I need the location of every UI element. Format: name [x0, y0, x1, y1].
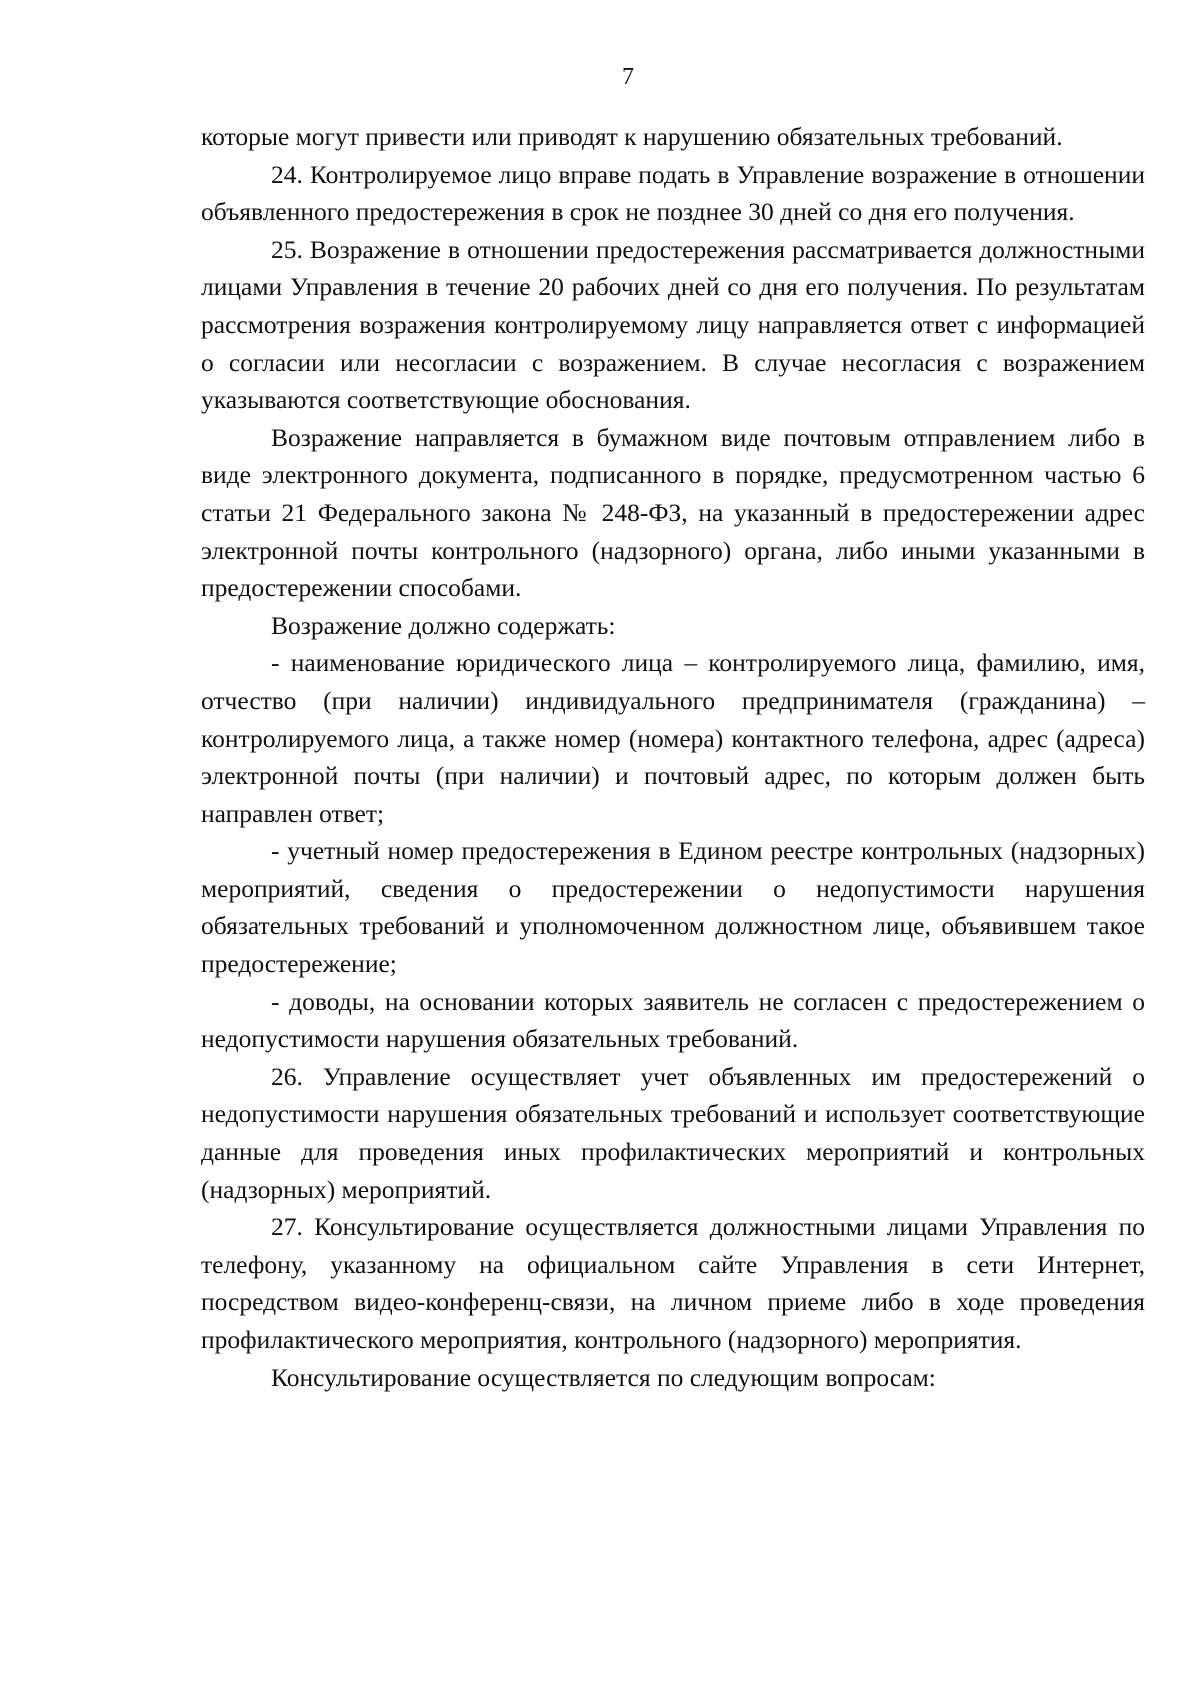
paragraph-objection-contents-intro: Возражение должно содержать: — [271, 610, 616, 640]
list-item-registry-number: - учетный номер предостережения в Едином реестре контрольных (надзорных) мероприятий, сведения о предостережении о недопустимости нарушения обязательных требований и уполномоченном должностном лице, объявившем такое предостережение; — [201, 836, 1145, 979]
paragraph-item-24: 24. Контролируемое лицо вправе подать в Управление возражение в отношении объявленного предостережения в срок не позднее 30 дней со дня его получения. — [201, 159, 1145, 227]
paragraph-objection-delivery: Возражение направляется в бумажном виде почтовым отправлением либо в виде электронного документа, подписанного в порядке, предусмотренном частью 6 статьи 21 Федерального закона № 248-ФЗ, на указанный в предостережении адрес электронной почты контрольного (надзорного) органа, либо иными указанными в предостережении способами. — [201, 422, 1145, 603]
paragraph-item-26: 26. Управление осуществляет учет объявленных им предостережений о недопустимости нарушения обязательных требований и использует соответствующие данные для проведения иных профилактических мероприятий и контрольных (надзорных) мероприятий. — [201, 1061, 1145, 1204]
list-item-name: - наименование юридического лица – контролируемого лица, фамилию, имя, отчество (при наличии) индивидуального предпринимателя (гражданина) – контролируемого лица, а также номер (номера) контактного телефона, адрес (адреса) электронной почты (при наличии) и почтовый адрес, по которым должен быть направлен ответ; — [201, 648, 1145, 828]
paragraph-consultation-topics: Консультирование осуществляется по следующим вопросам: — [271, 1362, 936, 1392]
list-item-arguments: - доводы, на основании которых заявитель не согласен с предостережением о недопустимости нарушения обязательных требований. — [201, 986, 1145, 1054]
page-number: 7 — [622, 64, 634, 90]
paragraph-item-27: 27. Консультирование осуществляется должностными лицами Управления по телефону, указанному на официальном сайте Управления в сети Интернет, посредством видео-конференц-связи, на личном приеме либо в ходе проведения профилактического мероприятия, контрольного (надзорного) мероприятия. — [201, 1212, 1145, 1354]
paragraph-item-25: 25. Возражение в отношении предостережения рассматривается должностными лицами Управления в течение 20 рабочих дней со дня его получения. По результатам рассмотрения возражения контролируемому лицу направляется ответ с информацией о согласии или несогласии с возражением. В случае несогласия с возражением указываются соответствующие обоснования. — [201, 234, 1145, 415]
document-body — [201, 118, 1145, 1396]
paragraph-continuation: которые могут привести или приводят к нарушению обязательных требований. — [201, 122, 1063, 151]
